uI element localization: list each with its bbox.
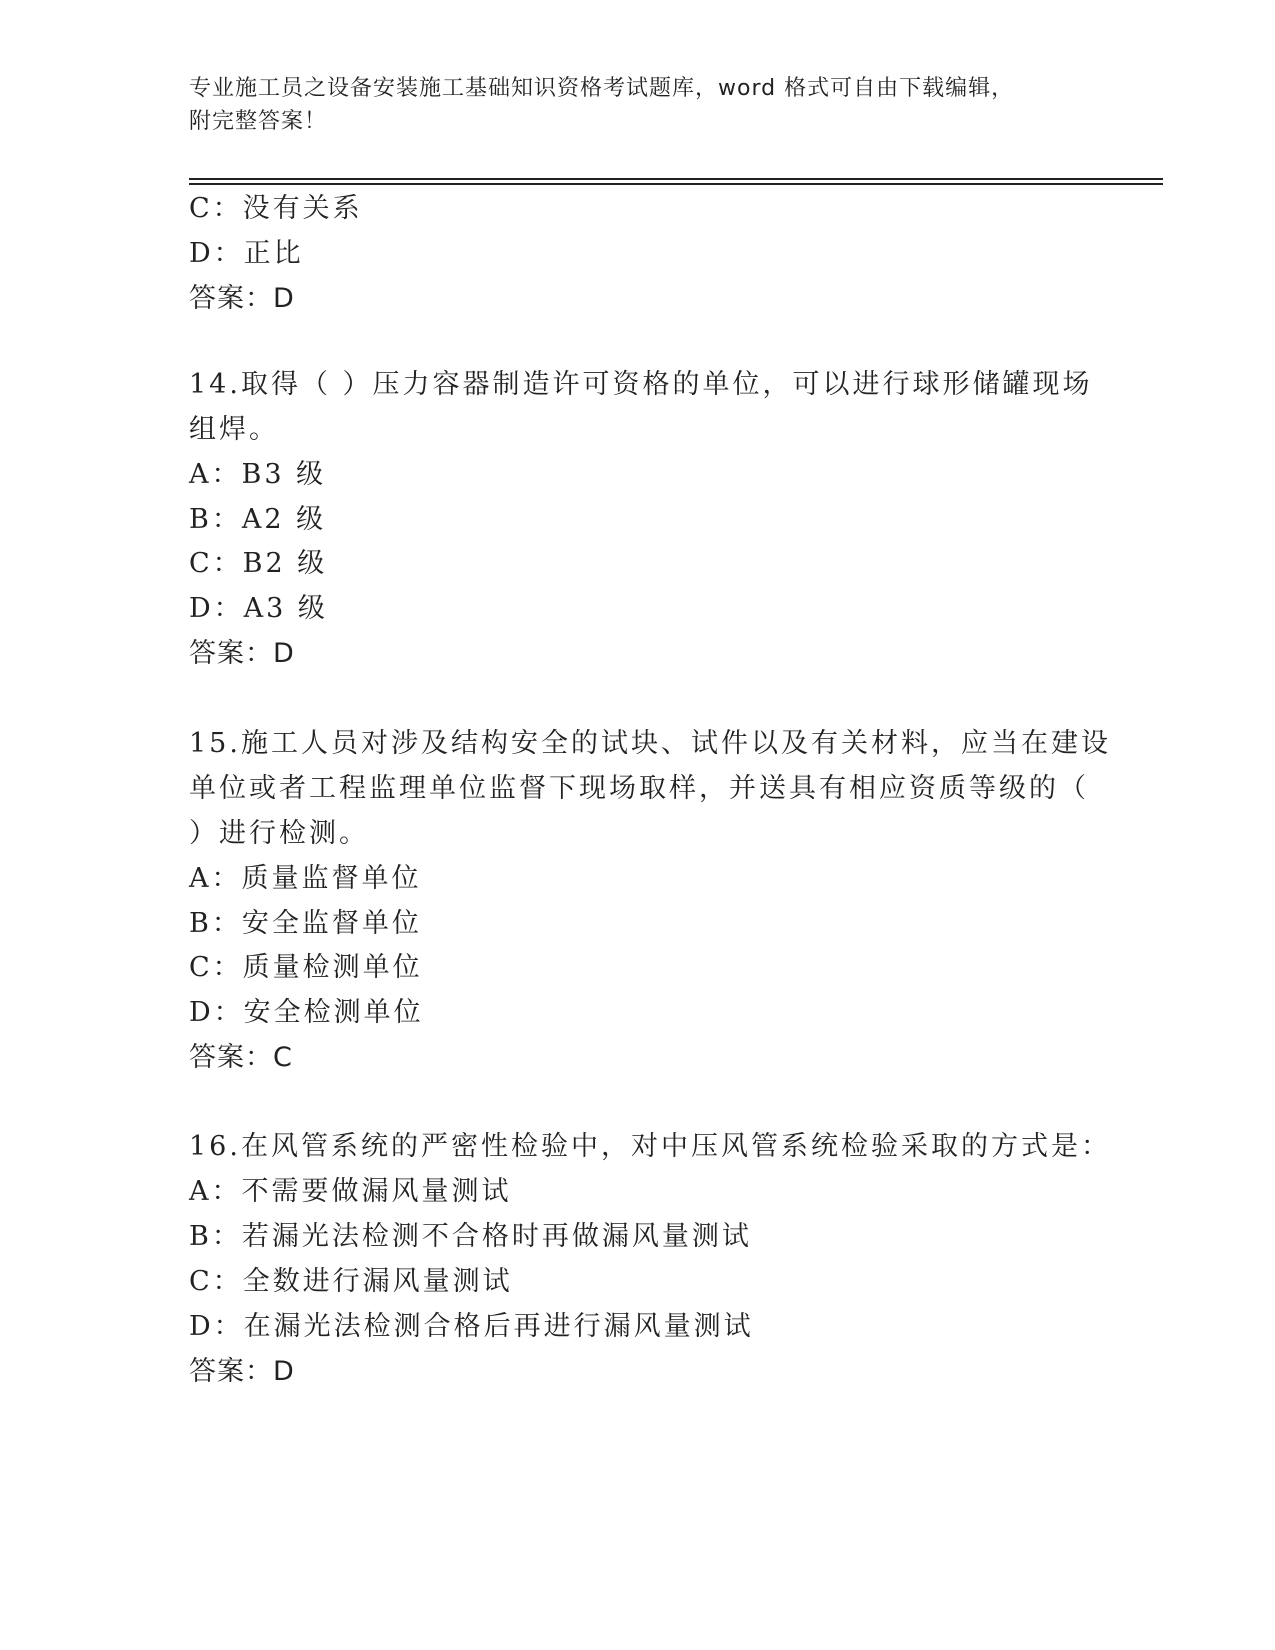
option-d: D：安全检测单位 [189,997,424,1028]
option-b: B：安全监督单位 [189,908,422,939]
option-a: A：不需要做漏风量测试 [189,1176,512,1207]
question-stem: 组焊。 [189,414,279,445]
answer-line: 答案：D [189,1356,295,1387]
question-stem: ）进行检测。 [189,818,369,849]
option-c: C：B2 级 [189,548,328,579]
option-c: C：质量检测单位 [189,952,423,983]
header-divider-bottom [189,183,1163,185]
option-b: B：A2 级 [189,504,327,535]
header-divider-top [189,178,1163,180]
question-stem: 16.在风管系统的严密性检验中，对中压风管系统检验采取的方式是： [189,1131,1111,1162]
option-c: C：没有关系 [189,193,363,224]
question-stem: 单位或者工程监理单位监督下现场取样，并送具有相应资质等级的（ [189,773,1089,804]
option-a: A：B3 级 [189,459,327,490]
question-stem: 14.取得（ ）压力容器制造许可资格的单位，可以进行球形储罐现场 [189,369,1093,400]
header-line-2: 附完整答案！ [189,109,328,134]
option-b: B：若漏光法检测不合格时再做漏风量测试 [189,1221,752,1252]
option-d: D：正比 [189,238,304,269]
answer-line: 答案：C [189,1042,293,1073]
answer-line: 答案：D [189,283,295,314]
answer-line: 答案：D [189,638,295,669]
option-c: C：全数进行漏风量测试 [189,1266,513,1297]
option-d: D：在漏光法检测合格后再进行漏风量测试 [189,1311,754,1342]
option-d: D：A3 级 [189,593,328,624]
header-line-1: 专业施工员之设备安装施工基础知识资格考试题库，word 格式可自由下载编辑， [189,76,1015,101]
option-a: A：质量监督单位 [189,863,422,894]
document-header [189,72,1089,138]
question-stem: 15.施工人员对涉及结构安全的试块、试件以及有关材料，应当在建设 [189,728,1111,759]
